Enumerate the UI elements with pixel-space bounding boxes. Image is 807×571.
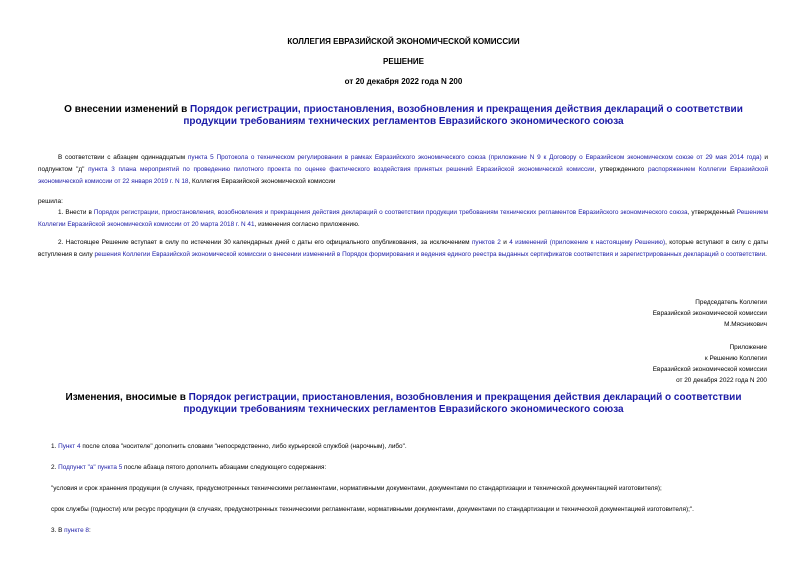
item-2 [38, 237, 768, 261]
change-text: 3. В [51, 527, 65, 534]
preamble-text: и подпунктом "д" [38, 154, 768, 173]
changes-title-prefix: Изменения, вносимые в [65, 392, 189, 403]
order-link[interactable]: распоряжением Коллегии Евразийской экономической комиссии от 22 января 2019 г. N 18 [38, 166, 769, 185]
item-text: 2. Настоящее Решение вступает в силу по истечении 30 календарных дней с даты его официального опубликования, за исключением [58, 239, 472, 246]
quote-1: "условия и срок хранения продукции (в случаях, предусмотренных техническими регламентами, нормативными документами, документами по стандартизации и технической документацией изготовителя); [51, 485, 662, 492]
preamble-text: , утвержденного [594, 166, 648, 173]
point-4-link[interactable]: Пункт 4 [58, 443, 81, 450]
signature-name: М.Мясникович [724, 321, 767, 328]
title-prefix: О внесении изменений в [64, 104, 191, 115]
change-text: после абзаца пятого дополнить абзацами следующего содержания: [122, 464, 327, 471]
appendix-block [653, 342, 767, 386]
org-heading: КОЛЛЕГИЯ ЕВРАЗИЙСКОЙ ЭКОНОМИЧЕСКОЙ КОМИССИИ [287, 37, 520, 46]
item-text: , изменения согласно приложению. [254, 221, 360, 228]
appendix-ref: к Решению Коллегии [704, 355, 767, 362]
appendix-label: Приложение [729, 344, 767, 351]
changes-link[interactable]: 4 изменений (приложение к настоящему Решению) [509, 239, 666, 246]
title-link[interactable]: Порядок регистрации, приостановления, возобновления и прекращения действия деклараций о соответствии продукции требованиям технических регламентов Евразийского экономического союза [183, 104, 743, 127]
doc-type-heading: РЕШЕНИЕ [383, 57, 424, 66]
preamble-text: В соответствии с абзацем одиннадцатым [58, 154, 188, 161]
change-text: : [88, 527, 91, 534]
quote-2: срок службы (годности) или ресурс продукции (в случаях, предусмотренных техническими регламентами, нормативными документами, документами по стандартизации и технической документацией изготовителя);". [51, 506, 694, 513]
resolved-label: решила: [38, 198, 63, 205]
item-1 [38, 207, 768, 231]
change-1 [51, 441, 767, 453]
change-text: 1. [51, 443, 59, 450]
change-2 [51, 462, 767, 474]
plan-link[interactable]: пункта 3 плана мероприятий по проведению пилотного проекта по оценке фактического воздействия принятых решений Евразийской экономической комиссии [88, 166, 595, 173]
signature-block [653, 297, 767, 330]
changes-title-link[interactable]: Порядок регистрации, приостановления, возобновления и прекращения действия деклараций о соответствии продукции требованиям технических регламентов Евразийского экономического союза [183, 392, 742, 415]
signature-org: Евразийской экономической комиссии [652, 310, 767, 317]
subpoint-a-link[interactable]: Подпункт "а" пункта 5 [58, 464, 123, 471]
appendix-date: от 20 декабря 2022 года N 200 [676, 377, 767, 384]
item-text: , которые вступают в силу с даты вступления в силу [38, 239, 768, 258]
change-text: 2. [51, 464, 59, 471]
registry-decision-link[interactable]: решения Коллегии Евразийской экономической комиссии о внесении изменений в Порядок формирования и ведения единого реестра выданных сертификатов соответствия и зарегистрированных деклараций о соответствии [94, 251, 766, 258]
point-8-link[interactable]: пункте 8 [64, 527, 89, 534]
item-text: 1. Внести в [58, 209, 94, 216]
change-3 [51, 525, 767, 537]
item-text: , утвержденный [687, 209, 737, 216]
change-text: после слова "носителе" дополнить словами "непосредственно, либо курьерской службой (нарочным), либо". [80, 443, 407, 450]
item-text: и [500, 239, 510, 246]
preamble-paragraph [38, 152, 768, 188]
signature-title: Председатель Коллегии [695, 299, 767, 306]
protocol-link[interactable]: пункта 5 Протокола о техническом регулировании в рамках Евразийского экономического союза (приложение N 9 к Договору о Евразийском экономическом союзе от 29 мая 2014 года) [187, 154, 762, 161]
item-text: . [765, 251, 767, 258]
document-title [40, 104, 767, 128]
changes-title [40, 392, 767, 416]
decision-link[interactable]: Решением Коллегии Евразийской экономической комиссии от 20 марта 2018 г. N 41 [38, 209, 768, 228]
procedure-link[interactable]: Порядок регистрации, приостановления, возобновления и прекращения действия деклараций о соответствии продукции требованиям технических регламентов Евразийского экономического союза [93, 209, 688, 216]
doc-date: от 20 декабря 2022 года N 200 [344, 77, 463, 86]
points-link[interactable]: пунктов 2 [471, 239, 501, 246]
preamble-text: , Коллегия Евразийской экономической комиссии [188, 178, 336, 185]
appendix-org: Евразийской экономической комиссии [652, 366, 767, 373]
